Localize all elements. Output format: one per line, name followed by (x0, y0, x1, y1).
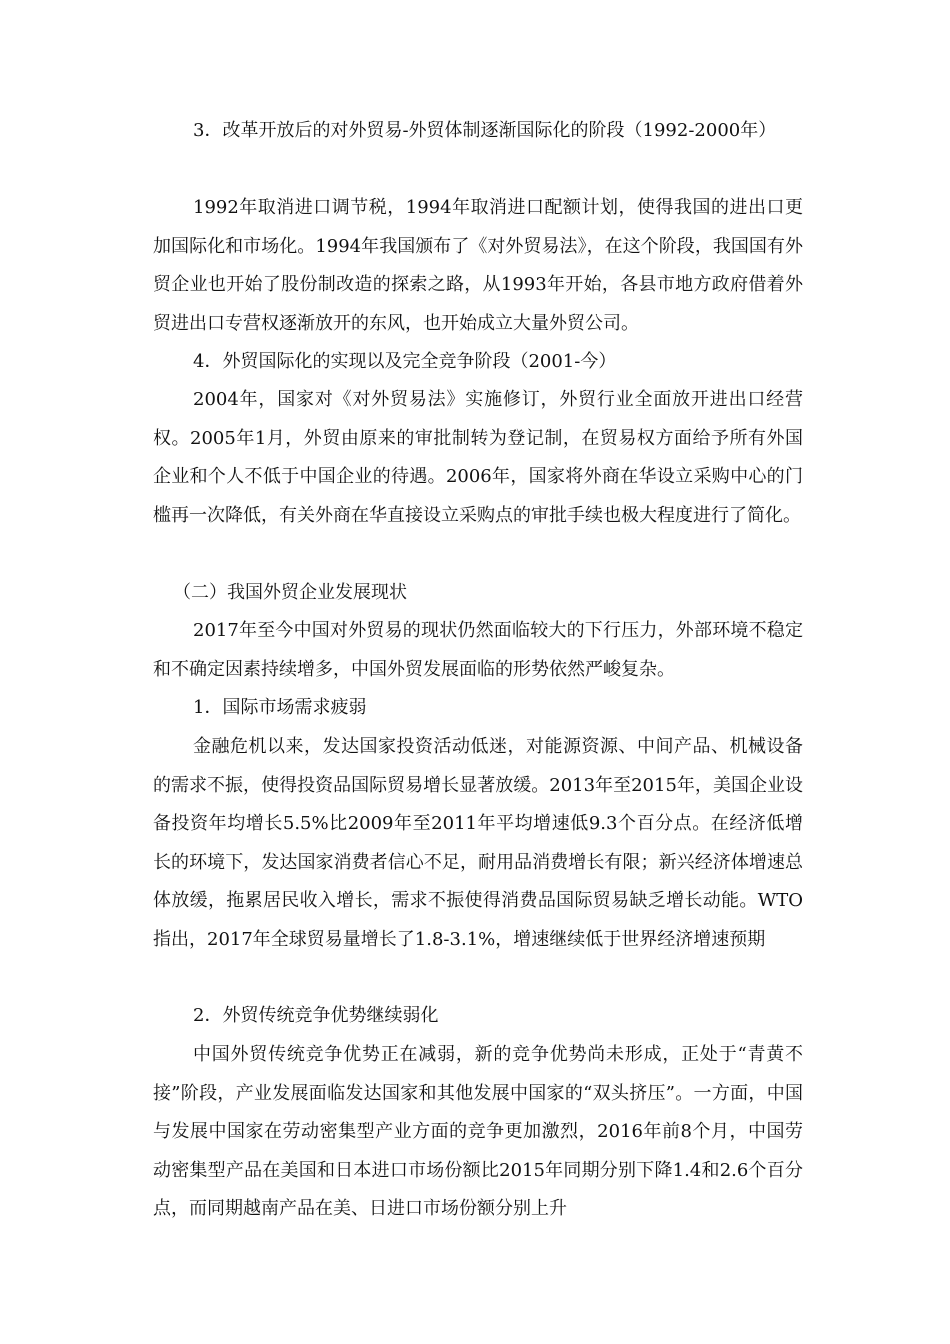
paragraph-section-3-body: 1992年取消进口调节税，1994年取消进口配额计划，使得我国的进出口更加国际化和市场化。1994年我国颁布了《对外贸易法》，在这个阶段，我国国有外贸企业也开始了股份制改造的探索之路，从1993年开始，各县市地方政府借着外贸进出口专营权逐渐放开的东风，也开始成立大量外贸公司。 (153, 197, 803, 334)
paragraph-point-2-body: 中国外贸传统竞争优势正在减弱，新的竞争优势尚未形成，正处于“青黄不接”阶段，产业发展面临发达国家和其他发展中国家的“双头挤压”。一方面，中国与发展中国家在劳动密集型产业方面的竞争更加激烈，2016年前8个月，中国劳动密集型产品在美国和日本进口市场份额比2015年同期分别下降1.4和2.6个百分点，而同期越南产品在美、日进口市场份额分别上升 (153, 1044, 803, 1219)
paragraph-section-4-body: 2004年，国家对《对外贸易法》实施修订，外贸行业全面放开进出口经营权。2005年1月，外贸由原来的审批制转为登记制，在贸易权方面给予所有外国企业和个人不低于中国企业的待遇。2006年，国家将外商在华设立采购中心的门槛再一次降低，有关外商在华直接设立采购点的审批手续也极大程度进行了简化。 (153, 389, 803, 526)
paragraph-subsection-2-intro: 2017年至今中国对外贸易的现状仍然面临较大的下行压力，外部环境不稳定和不确定因素持续增多，中国外贸发展面临的形势依然严峻复杂。 (153, 620, 803, 680)
paragraph-section-4-heading: 4．外贸国际化的实现以及完全竞争阶段（2001-今） (193, 351, 617, 372)
paragraph-subsection-2-heading: （二）我国外贸企业发展现状 (173, 582, 407, 603)
paragraph-point-2-heading: 2．外贸传统竞争优势继续弱化 (193, 1005, 439, 1026)
paragraph-point-1-heading: 1．国际市场需求疲弱 (193, 697, 367, 718)
paragraph-section-3-heading: 3．改革开放后的对外贸易-外贸体制逐渐国际化的阶段（1992-2000年） (193, 120, 777, 141)
paragraph-point-1-body: 金融危机以来，发达国家投资活动低迷，对能源资源、中间产品、机械设备的需求不振，使得投资品国际贸易增长显著放缓。2013年至2015年，美国企业设备投资年均增长5.5%比2009年至2011年平均增速低9.3个百分点。在经济低增长的环境下，发达国家消费者信心不足，耐用品消费增长有限；新兴经济体增速总体放缓，拖累居民收入增长，需求不振使得消费品国际贸易缺乏增长动能。WTO指出，2017年全球贸易量增长了1.8-3.1%，增速继续低于世界经济增速预期 (153, 736, 803, 950)
